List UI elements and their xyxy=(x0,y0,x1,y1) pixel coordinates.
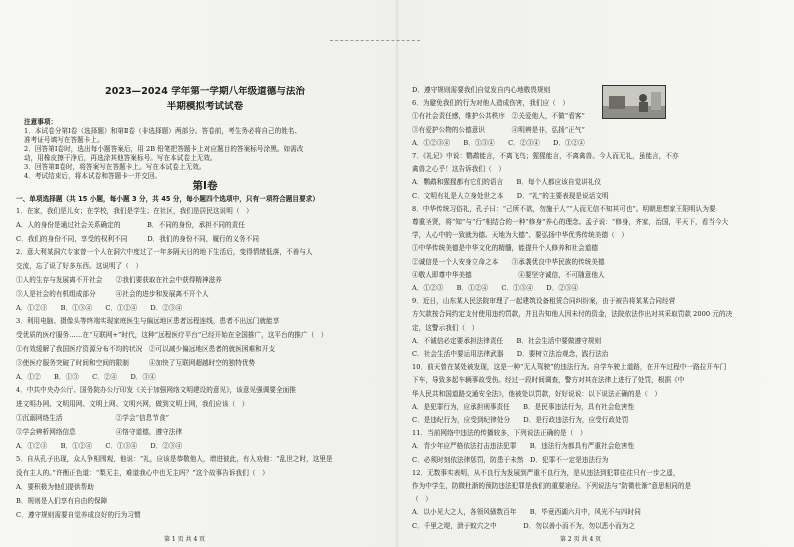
question-line: ③学会辨析网络信息 ④恪守道德，遵守法律 xyxy=(16,427,183,436)
note-line: 3．回答第Ⅱ卷时，将答案写在答题卡上。写在本试卷上无效。 xyxy=(24,163,206,171)
question-line: 5．自从孔子出现，众人争相围观，他说：“礼，应该是恭敬他人，增进彼此，有人劝他：“乱世之时，这里是 xyxy=(16,455,333,464)
question-line: 下车，导致多起车辆事故受伤。经过一段时间调查，警方对其在法律上进行了处罚，根据《中 xyxy=(412,376,685,385)
question-line: 定，这警示我们（ ） xyxy=(412,323,479,332)
question-line: ③有爱护公物的公德意识 ④明辨是非，弘扬“正气” xyxy=(412,125,585,134)
question-line: 禽兽之心乎！这告诉我们（ ） xyxy=(412,165,506,174)
question-line: C．千里之堤，溃于蚁穴之中 D．勿以善小而不为，勿以恶小而为之 xyxy=(412,521,636,530)
left-column xyxy=(16,0,394,547)
question-line: （ ） xyxy=(412,495,432,504)
question-line: A．不诚信必定要承担法律责任 B．社会生活中要做遵守规则 xyxy=(412,336,602,345)
question-line: A．要积极为他们提供帮助 xyxy=(16,483,94,491)
right-column xyxy=(412,0,786,547)
question-line: C．遵守规则需要自觉养成良好的行为习惯 xyxy=(16,510,141,519)
question-line: ①有社会责任感，维护公共秩序 ②关爱他人，不做“看客” xyxy=(412,112,585,121)
question-line: 6．为避免我们的行为对他人造成伤害，我们应（ ） xyxy=(412,99,570,108)
question-line: 12．无数事实表明，从不良行为发展到严重不良行为，是从违法到犯罪往往只有一步之遥， xyxy=(412,468,680,477)
question-line: ④敬人即尊中华美德 ④要坚守诚信，不可随意他人 xyxy=(412,270,605,279)
note-line: 准考证号填写在答题卡上。 xyxy=(24,136,104,144)
notes-heading: 注意事项： xyxy=(24,118,58,126)
question-line: 方欠款按合同约定支付使用违约罚款，并且告知他人因未付的资金，法院依法作出对其采取罚款 2000 元的决 xyxy=(412,310,733,319)
question-line: A．①②③ B．①②④ C．①③④ D．②③④ xyxy=(16,441,183,450)
part-heading: 一、单项选择题（共 15 小题，每小题 3 分，共 45 分，每小题四个选项中，只有一项符合题目要求） xyxy=(16,195,320,203)
question-line: B．规则是人们享有自由的保障 xyxy=(16,496,108,505)
question-line: 进文明办网、文明用网、文明上网、文明兴网，做到文明上网，我们应该（ ） xyxy=(16,400,249,409)
question-line: 作为中学生，防微杜渐的预防违法犯罪是我们的重要途径。下列说法与“防微杜渐”意思相同的是 xyxy=(412,482,692,490)
question-line: 8．中华传统习俗礼，孔子曰：“己所不欲，勿施于人”“人而无信不知其可也”。明朝思想家王阳明认为要 xyxy=(412,204,716,213)
question-line: 受优质的医疗服务……在“互联网+”时代，这种“远程医疗平台”已经开始在全国推广，这平台的推广（ ） xyxy=(16,331,328,340)
question-line: C．我们的身份不同，享受的权利不同 D．我们的身份不同，履行的义务不同 xyxy=(16,234,259,243)
question-line: A．以小见大之人，各领风骚数百年 B．毕竟西湖六月中，风光不与四时同 xyxy=(412,508,641,517)
note-line: 4．考试结束后，将本试卷和答题卡一并交回。 xyxy=(24,172,162,180)
question-line: 没有主人的。”许衡正色道：“梨无主，难道我心中也无主吗？”这个故事告诉我们（ ） xyxy=(16,469,269,478)
page-number-left: 第 1 页 共 4 页 xyxy=(164,536,206,543)
question-line: A．鹦鹉和猩猩都有它们的语言 B．每个人都应该自觉讲礼仪 xyxy=(412,178,602,187)
note-line: 2．回答第Ⅰ卷时，选出每小题答案后，用 2B 铅笔把答题卡上对应题目的答案标号涂黑。如需改 xyxy=(24,145,304,153)
question-line: ③人是社会的有机组成部分 ④社会的进步和发展离不开个人 xyxy=(16,289,209,298)
question-line: 交流，忘了说了好多东西。这说明了（ ） xyxy=(16,262,143,271)
question-line: A．人的身份是通过社会关系确定的 B．不同的身份，承担不同的责任 xyxy=(16,220,245,229)
page-number-right: 第 2 页 共 4 页 xyxy=(560,536,602,543)
note-line: 1．本试卷分第Ⅰ卷（选择题）和第Ⅱ卷（非选择题）两部分。答卷前，考生务必将自己的姓名、 xyxy=(24,127,302,135)
section-title: 第Ⅰ卷 xyxy=(192,180,218,192)
question-line: ①人的生存与发展离不开社会 ②我们要获取在社会中获得精神滋养 xyxy=(16,276,222,284)
question-line: A．①②③ B．①③④ C．①②④ D．②③④ xyxy=(16,303,183,312)
question-line: 1．在家，我们是儿女；在学校，我们是学生；在社区，我们是居民这说明（ ） xyxy=(16,207,253,215)
question-line: 尊重圣贤，将“知”与“行”相结合的一种“修身”养心的理念。孟子说：“修身，齐家，治国，平天下，看当今大 xyxy=(412,218,729,226)
exam-title: 2023—2024 学年第一学期八年级道德与法治 xyxy=(105,86,305,97)
question-line: C．必须时刻依法律惩罚，防患于未然 D．犯罪不一定是违法行为 xyxy=(412,455,609,464)
question-line: A．①② B．①③ C．②④ D．③④ xyxy=(16,372,156,381)
question-line: 11．当前网络中违法的传播较多，下列说法正确的是（ ） xyxy=(412,429,587,438)
question-line: A．①②③④ B．①③④ C．②③④ D．①②④ xyxy=(412,138,585,147)
question-photo xyxy=(602,85,666,119)
question-line: 2．意大利某洞穴专家曾一个人在洞穴中度过了一年多隔天日的地下生活后，变得情绪低落，不善与人 xyxy=(16,248,313,257)
question-line: 4．中共中央办公厅、国务院办公厅印发《关于加强网络文明建设的意见》，该意见强调要全面推 xyxy=(16,386,296,395)
question-line: C．社会生活中要运用法律武器 D．要树立法治观念，践行法治 xyxy=(412,350,609,358)
question-line: D．遵守规则需要我们自觉发自内心地敬畏规则 xyxy=(412,86,551,94)
note-line: 动，用橡皮擦干净后，再选涂其他答案标号。写在本试卷上无效。 xyxy=(24,154,217,162)
question-line: ①有效缓解了我国医疗资源分布不均的状况 ②可以减少偏远地区患者的就医困难和开支 xyxy=(16,345,276,353)
exam-subtitle: 半期模拟考试试卷 xyxy=(166,101,244,112)
question-line: ②诚信是一个人安身立命之本 ③承袭优良中华民族的传统美德 xyxy=(412,257,605,266)
question-line: 10．前天曾在某处被发现，这是一种“无人驾驶”的违法行为。自学车驶上道路，在开车过程中一路拉开车门 xyxy=(412,363,727,372)
question-line: C．文明有礼是人立身处世之本 D．“礼”的主要表现是说话文明 xyxy=(412,191,609,200)
question-line: 学，人心中的一致就为德、天地为大德”、要弘扬中华优秀传统美德（ ） xyxy=(412,231,629,240)
question-line: 华人民共和国道路交通安全法》，他被处以罚款，好好说说：以下说法正确的是（ ） xyxy=(412,389,662,398)
question-line: A．是犯罪行为，应承担刑事责任 B．是民事违法行为，具有社会危害性 xyxy=(412,402,635,411)
question-line: C．是违纪行为，应受到纪律处分 D．是行政违法行为，应受行政处罚 xyxy=(412,416,629,424)
question-line: A．①②③ B．①②④ C．①③④ D．②③④ xyxy=(412,284,579,292)
question-line: ①沉溺网络生活 ②学会“信息节食” xyxy=(16,414,170,422)
question-line: 3．利用电脑、摄像头等终端实现家庭医生与偏远地区患者远程连线，患者不出远门就能享 xyxy=(16,317,280,326)
question-line: 7．《礼记》中说：鹦鹉能言，不离飞鸟；猩猩能言，不离禽兽。今人而无礼，虽能言，不亦 xyxy=(412,152,679,160)
question-line: ①中华传统美德是中华文化的精髓，能提升个人修养和社会道德 xyxy=(412,244,599,253)
question-line: 9．近日，山东某人民法院审理了一起建筑设备租赁合同纠纷案，由于被告将某某合同经营 xyxy=(412,297,676,306)
question-line: A．青少年应严格依法打击违法犯罪 B．违法行为都具有严重社会危害性 xyxy=(412,442,635,451)
question-line: ③使医疗服务突破了时间和空间的限制 ④加快了互联网超越时空的独特优势 xyxy=(16,358,256,367)
